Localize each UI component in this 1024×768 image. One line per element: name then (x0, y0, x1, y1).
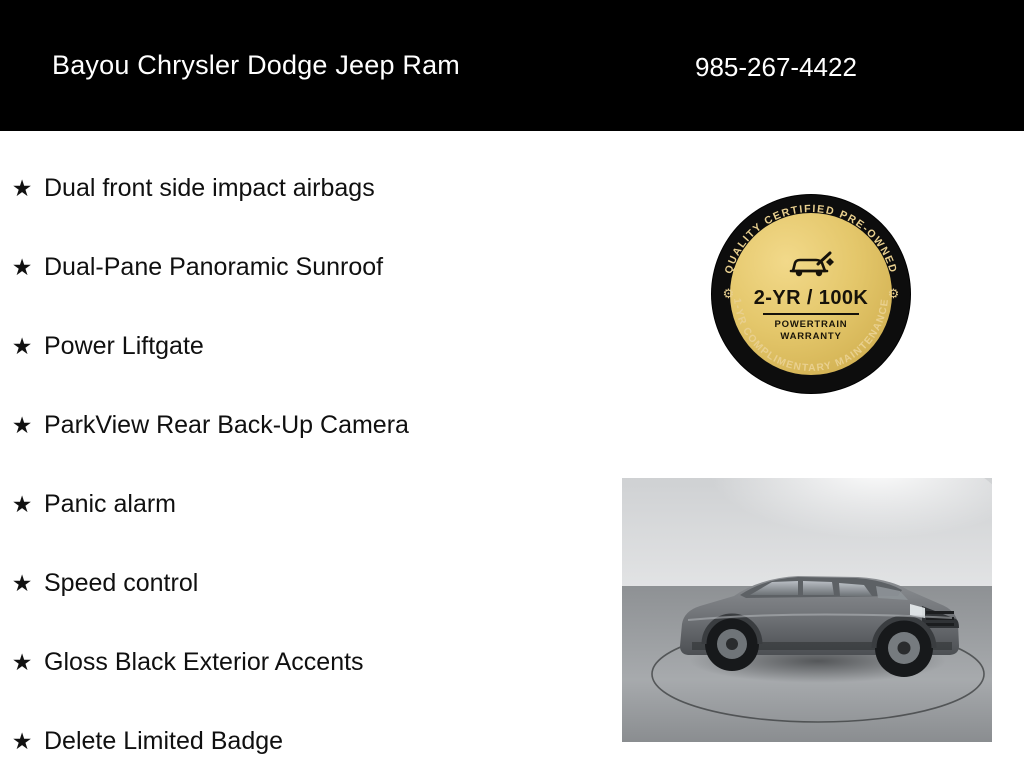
feature-label: Speed control (44, 569, 199, 597)
star-icon: ★ (11, 728, 33, 754)
feature-label: Power Liftgate (44, 332, 204, 360)
feature-label: Dual-Pane Panoramic Sunroof (44, 253, 384, 281)
star-icon: ★ (11, 412, 33, 438)
dealer-name: Bayou Chrysler Dodge Jeep Ram (52, 50, 460, 80)
list-item (0, 623, 620, 702)
star-icon: ★ (11, 491, 33, 517)
list-item (0, 465, 620, 544)
feature-label: Gloss Black Exterior Accents (44, 648, 364, 676)
badge-arc-bottom: 1-YR COMPLIMENTARY MAINTENANCE (731, 297, 891, 375)
star-icon: ★ (11, 254, 33, 280)
list-item (0, 386, 620, 465)
star-icon: ★ (11, 175, 33, 201)
badge-arc-labels (712, 195, 910, 393)
header-bar (0, 0, 1024, 131)
list-item (0, 544, 620, 623)
feature-label: ParkView Rear Back-Up Camera (44, 411, 409, 439)
feature-list (0, 131, 620, 768)
certified-warranty-badge (712, 195, 910, 393)
badge-sub-line-1: POWERTRAIN (774, 319, 848, 331)
list-item (0, 149, 620, 228)
badge-main-text: 2-YR / 100K (753, 287, 869, 310)
badge-arc-top: QUALITY CERTIFIED PRE-OWNED (722, 202, 900, 276)
vehicle-photo (622, 478, 992, 742)
list-item (0, 702, 620, 768)
badge-sub-line-2: WARRANTY (780, 331, 842, 342)
star-icon: ★ (11, 649, 33, 675)
dealer-phone[interactable]: 985-267-4422 (695, 52, 857, 82)
gear-icon: ⚙ (722, 286, 735, 301)
feature-label: Delete Limited Badge (44, 727, 284, 755)
feature-label: Dual front side impact airbags (44, 174, 375, 202)
star-icon: ★ (11, 570, 33, 596)
star-icon: ★ (11, 333, 33, 359)
gear-icon: ⚙ (887, 286, 900, 301)
list-item (0, 307, 620, 386)
feature-label: Panic alarm (44, 490, 176, 518)
list-item (0, 228, 620, 307)
